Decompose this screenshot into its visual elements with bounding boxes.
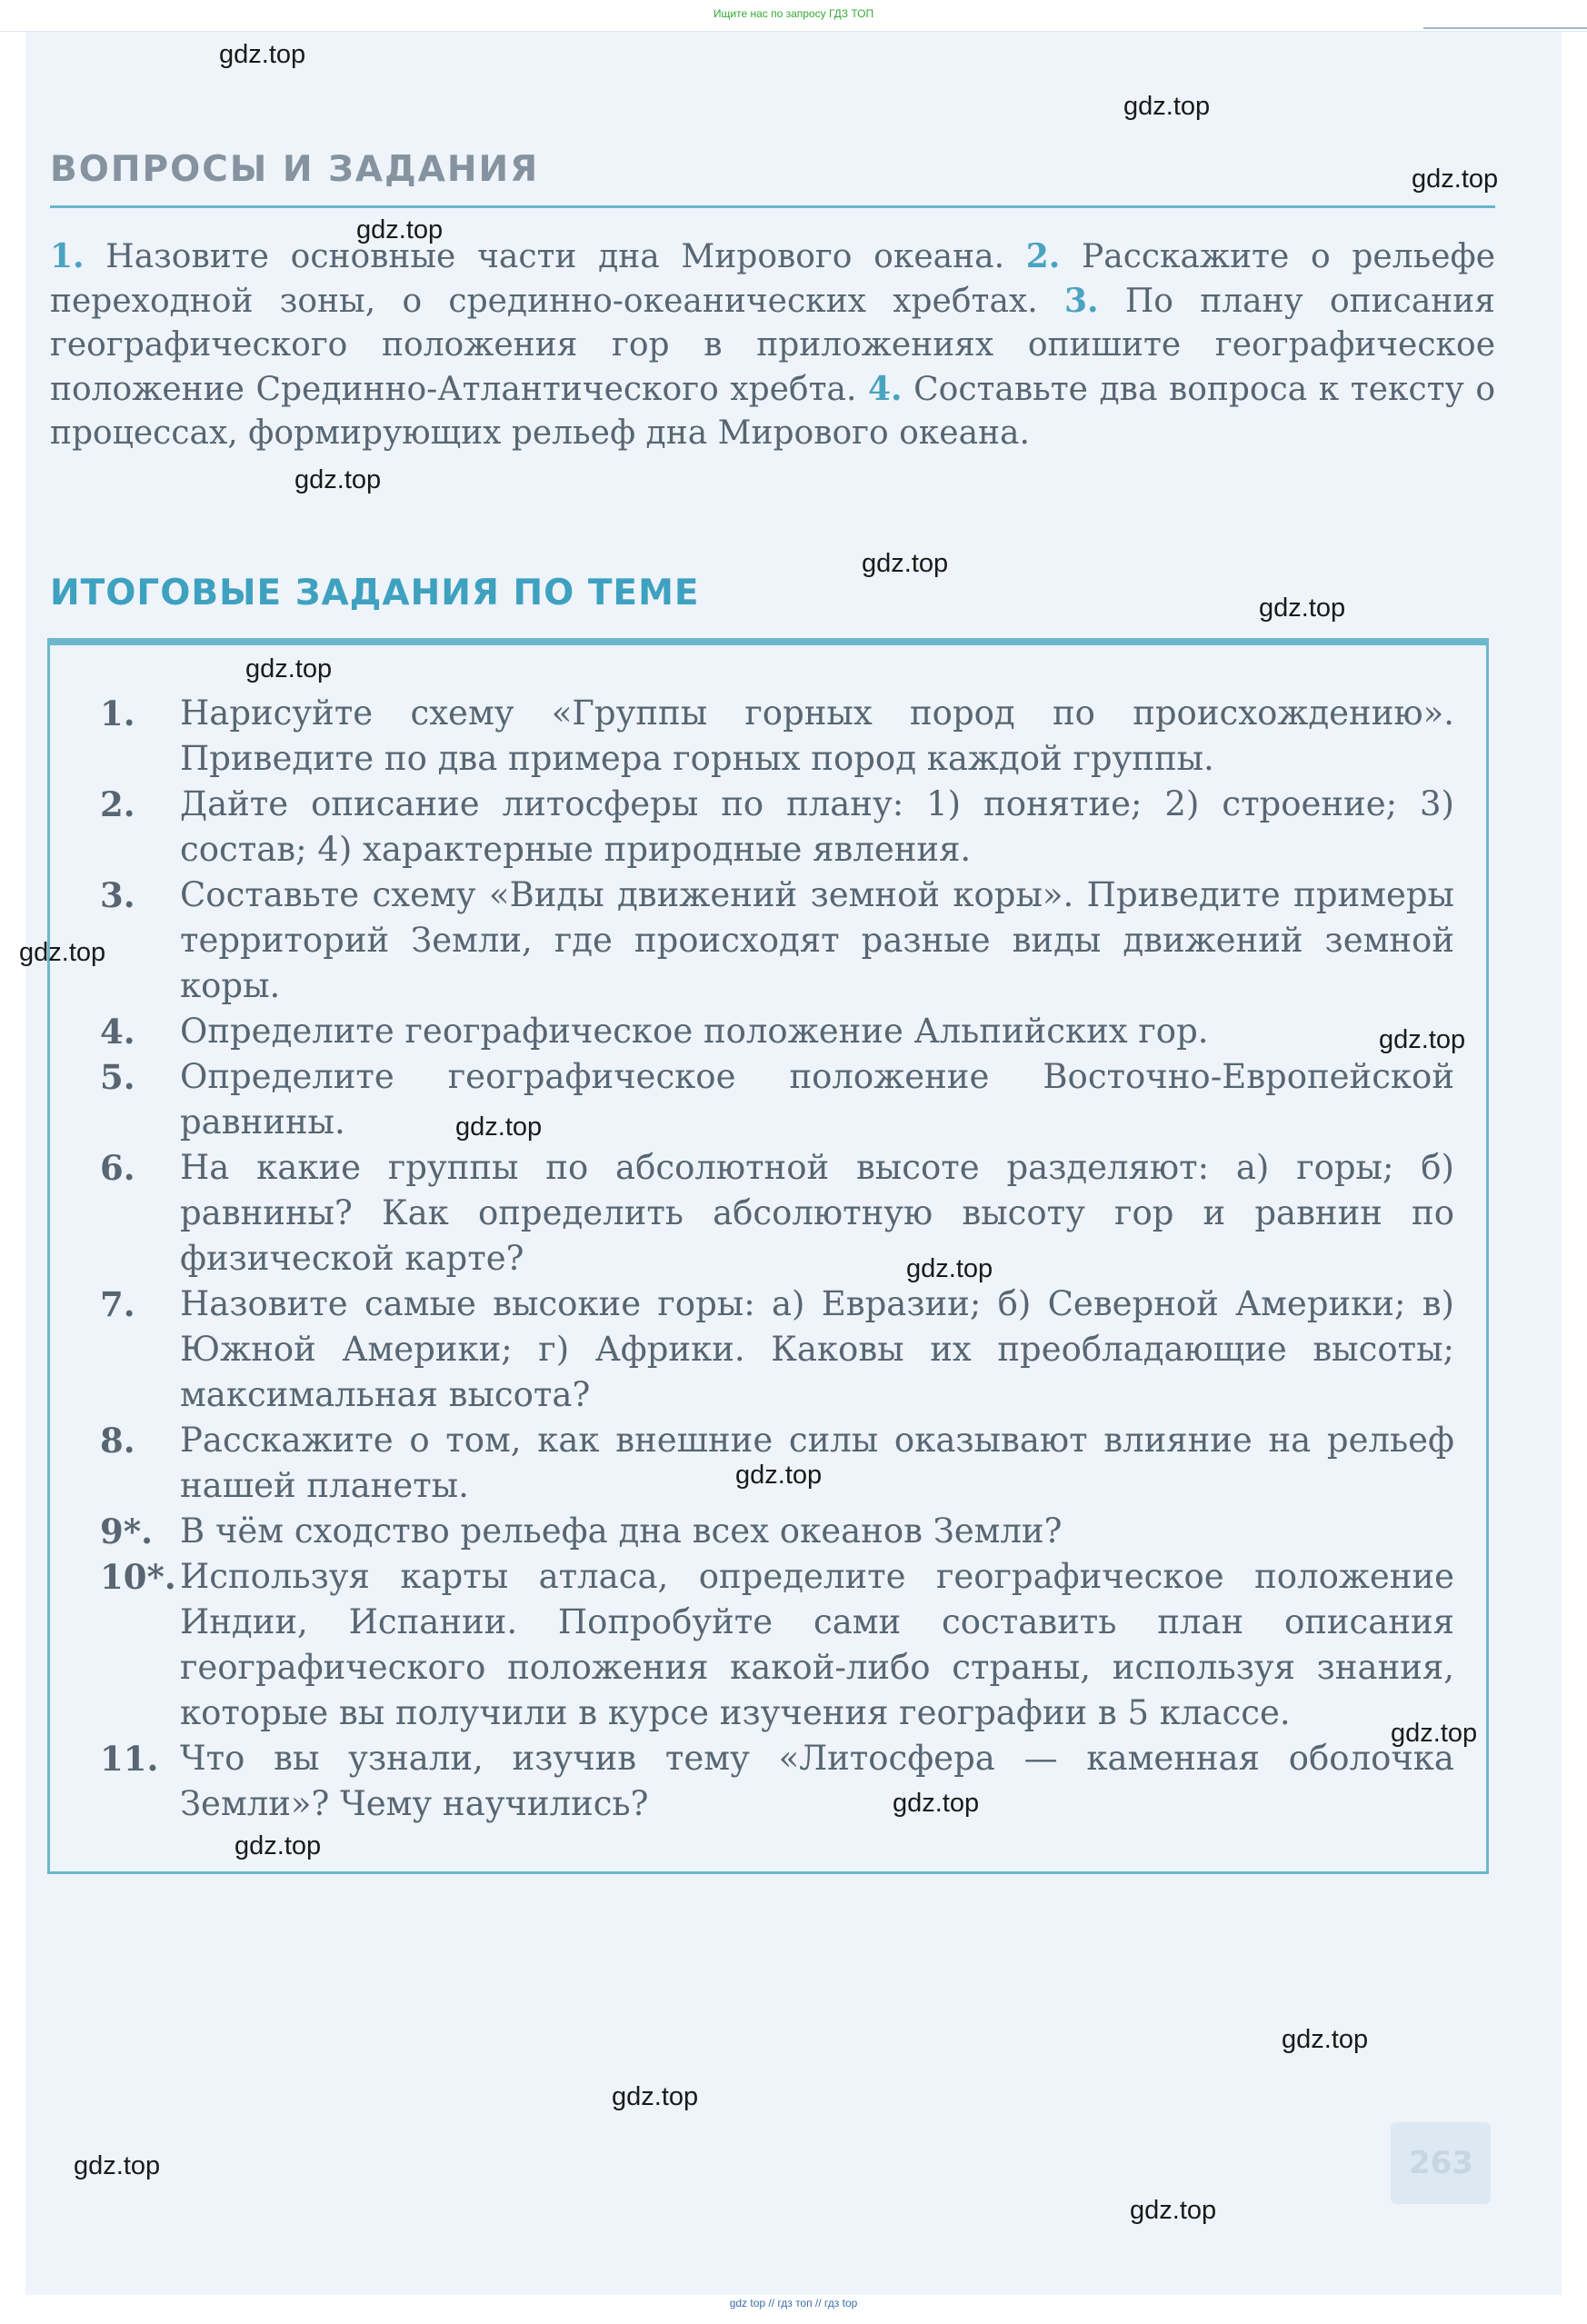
- top-banner-text: Ищите нас по запросу ГДЗ ТОП: [713, 7, 874, 20]
- final-tasks-box-top-border: [47, 638, 1489, 645]
- task-text: Составьте схему «Виды движений земной коры». Приведите примеры территорий Земли, где происходят разные виды движений земной коры.: [180, 875, 1454, 1005]
- task-item: [100, 1736, 1454, 1827]
- watermark: gdz.top: [862, 549, 949, 578]
- section-title-rule: [50, 205, 1495, 208]
- watermark: gdz.top: [1412, 165, 1499, 194]
- task-number: 10*.: [100, 1557, 176, 1597]
- task-text: Дайте описание литосферы по плану: 1) понятие; 2) строение; 3) состав; 4) характерные природные явления.: [180, 784, 1454, 869]
- task-text: Определите географическое положение Альпийских гор.: [180, 1012, 1209, 1051]
- watermark: gdz.top: [1259, 593, 1346, 623]
- question-number: 1.: [50, 237, 85, 275]
- task-number: 9*.: [100, 1511, 153, 1551]
- watermark: gdz.top: [74, 2151, 161, 2180]
- top-banner: [0, 0, 1587, 32]
- task-item: [100, 1509, 1454, 1554]
- task-number: 3.: [100, 875, 135, 915]
- watermark: gdz.top: [245, 654, 333, 683]
- task-item: [100, 873, 1454, 1009]
- task-item: [100, 1054, 1454, 1145]
- watermark: gdz.top: [356, 215, 444, 244]
- watermark: gdz.top: [1123, 92, 1211, 121]
- task-number: 7.: [100, 1284, 135, 1324]
- question-text: Назовите основные части дна Мирового океана.: [84, 238, 1026, 275]
- task-item: [100, 1554, 1454, 1736]
- page-number: 263: [1409, 2145, 1473, 2181]
- watermark: gdz.top: [1379, 1025, 1466, 1054]
- watermark: gdz.top: [612, 2082, 699, 2111]
- question-text: Расскажите о рельефе переходной зоны, о срединно-океанических хребтах.: [50, 238, 1495, 320]
- task-number: 11.: [100, 1739, 159, 1779]
- task-item: [100, 1282, 1454, 1418]
- watermark: gdz.top: [1282, 2025, 1369, 2054]
- question-number: 4.: [867, 370, 903, 408]
- task-item: [100, 1145, 1454, 1282]
- task-text: Расскажите о том, как внешние силы оказывают влияние на рельеф нашей планеты.: [180, 1421, 1454, 1505]
- watermark: gdz.top: [735, 1461, 823, 1490]
- task-item: [100, 1009, 1454, 1054]
- question-text: По плану описания географического положения гор в приложениях опишите географическое положение Срединно-Атлантического хребта.: [50, 283, 1495, 408]
- watermark: gdz.top: [893, 1789, 980, 1818]
- task-number: 2.: [100, 784, 135, 824]
- watermark: gdz.top: [906, 1254, 993, 1283]
- section-title-final-tasks: ИТОГОВЫЕ ЗАДАНИЯ ПО ТЕМЕ: [50, 573, 700, 613]
- task-number: 4.: [100, 1012, 135, 1052]
- watermark: gdz.top: [235, 1831, 322, 1860]
- questions-paragraph: [50, 234, 1495, 455]
- task-number: 5.: [100, 1057, 135, 1097]
- task-number: 1.: [100, 693, 135, 733]
- task-text: Используя карты атласа, определите географическое положение Индии, Испании. Попробуйте сами составить план описания географического положения какой-либо страны, используя знания, которые вы получили в курсе изучения географии в 5 классе.: [180, 1557, 1454, 1732]
- task-text: На какие группы по абсолютной высоте разделяют: а) горы; б) равнины? Как определить абсолютную высоту гор и равнин по физической карте?: [180, 1148, 1454, 1278]
- watermark: gdz.top: [219, 40, 306, 69]
- question-text: Составьте два вопроса к тексту о процессах, формирующих рельеф дна Мирового океана.: [50, 371, 1495, 452]
- task-number: 6.: [100, 1148, 135, 1188]
- task-item: [100, 782, 1454, 873]
- task-text: В чём сходство рельефа дна всех океанов Земли?: [180, 1511, 1063, 1551]
- task-number: 8.: [100, 1421, 135, 1461]
- task-text: Что вы узнали, изучив тему «Литосфера — каменная оболочка Земли»? Чему научились?: [180, 1739, 1454, 1823]
- question-number: 3.: [1063, 282, 1099, 320]
- watermark: gdz.top: [19, 938, 106, 967]
- section-title-questions: ВОПРОСЫ И ЗАДАНИЯ: [50, 149, 540, 190]
- task-text: Назовите самые высокие горы: а) Евразии; б) Северной Америки; в) Южной Америки; г) Африки. Каковы их преобладающие высоты; максимальная высота?: [180, 1284, 1454, 1414]
- watermark: gdz.top: [1130, 2196, 1217, 2225]
- footer-text: gdz top // гдз топ // гдз top: [729, 2297, 858, 2309]
- final-tasks-list: [100, 691, 1454, 1827]
- task-item: [100, 691, 1454, 782]
- watermark: gdz.top: [455, 1112, 543, 1142]
- task-text: Нарисуйте схему «Группы горных пород по происхождению». Приведите по два примера горных пород каждой группы.: [180, 693, 1454, 778]
- top-divider: [1423, 27, 1587, 29]
- watermark: gdz.top: [1391, 1719, 1478, 1748]
- question-number: 2.: [1025, 237, 1061, 275]
- watermark: gdz.top: [294, 465, 382, 494]
- task-text: Определите географическое положение Восточно-Европейской равнины.: [180, 1057, 1454, 1142]
